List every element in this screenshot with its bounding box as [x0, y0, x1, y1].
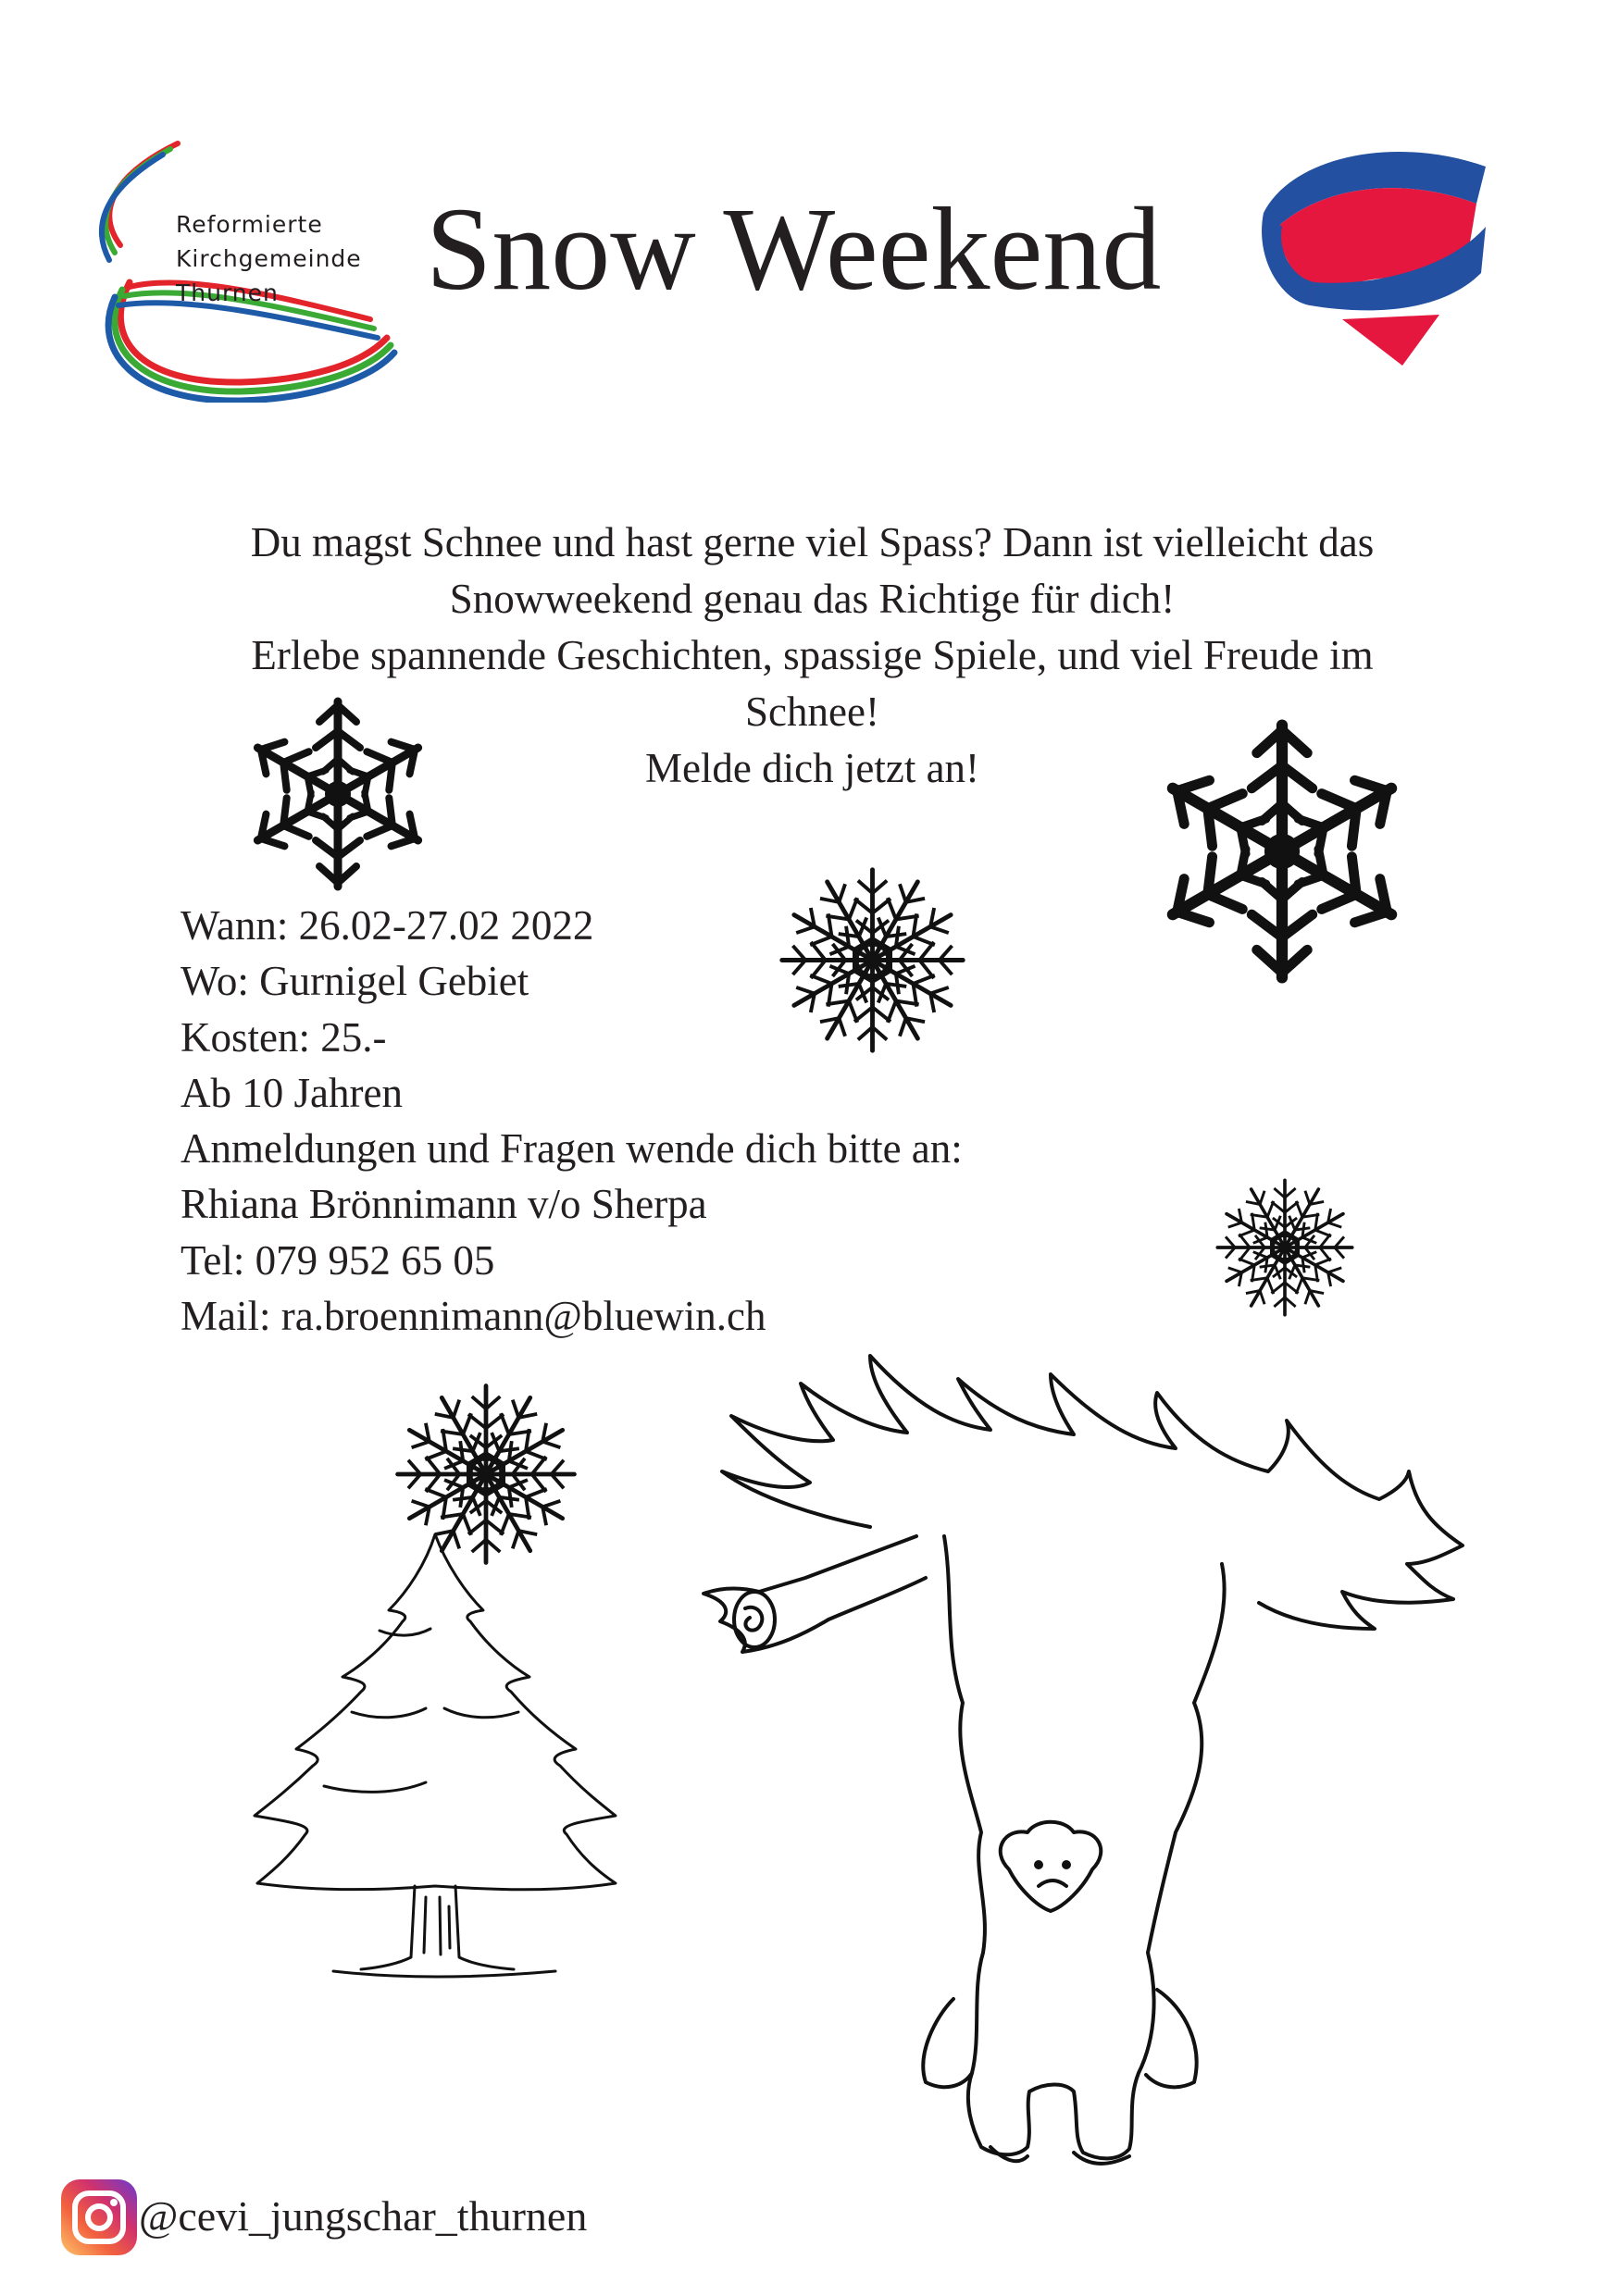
page-title: Snow Weekend: [426, 183, 1162, 315]
detail-cost: Kosten: 25.-: [181, 1013, 387, 1061]
fir-tree-icon: [250, 1527, 620, 1999]
intro-line-3: Erlebe spannende Geschichten, spassige Spiele, und viel Freude im: [251, 632, 1374, 678]
detail-location: Wo: Gurnigel Gebiet: [181, 958, 529, 1005]
snowflake-icon-4: [1211, 1173, 1359, 1322]
event-details: [181, 898, 1106, 1344]
detail-registration: Anmeldungen und Fragen wende dich bitte an:: [181, 1125, 963, 1173]
detail-contact-name: Rhiana Brönnimann v/o Sherpa: [181, 1181, 707, 1228]
logo-reformierte-kirchgemeinde: [93, 134, 398, 403]
intro-line-4: Schnee!: [745, 689, 879, 735]
intro-line-1: Du magst Schnee und hast gerne viel Spass? Dann ist vielleicht das: [250, 519, 1375, 565]
cevi-ribbon-icon: [1254, 139, 1495, 370]
detail-email: Mail: ra.broennimann@bluewin.ch: [181, 1293, 766, 1340]
logo-text-line-2: Kirchgemeinde: [176, 245, 362, 272]
snowflake-icon-1: [236, 692, 440, 896]
logo-cevi: [1254, 139, 1495, 370]
yeti-carrying-tree-icon: [639, 1351, 1509, 2184]
instagram-handle[interactable]: @cevi_jungschar_thurnen: [139, 2192, 588, 2240]
intro-line-5: Melde dich jetzt an!: [644, 745, 980, 791]
detail-age: Ab 10 Jahren: [181, 1069, 403, 1116]
intro-line-2: Snowweekend genau das Richtige für dich!: [449, 576, 1176, 622]
detail-date: Wann: 26.02-27.02 2022: [181, 902, 594, 949]
logo-text-line-1: Reformierte: [176, 211, 323, 238]
instagram-icon[interactable]: [59, 2178, 139, 2257]
logo-text-line-3: Thurnen: [176, 279, 279, 306]
detail-phone: Tel: 079 952 65 05: [181, 1236, 495, 1284]
snowflake-icon-2: [1143, 713, 1421, 990]
